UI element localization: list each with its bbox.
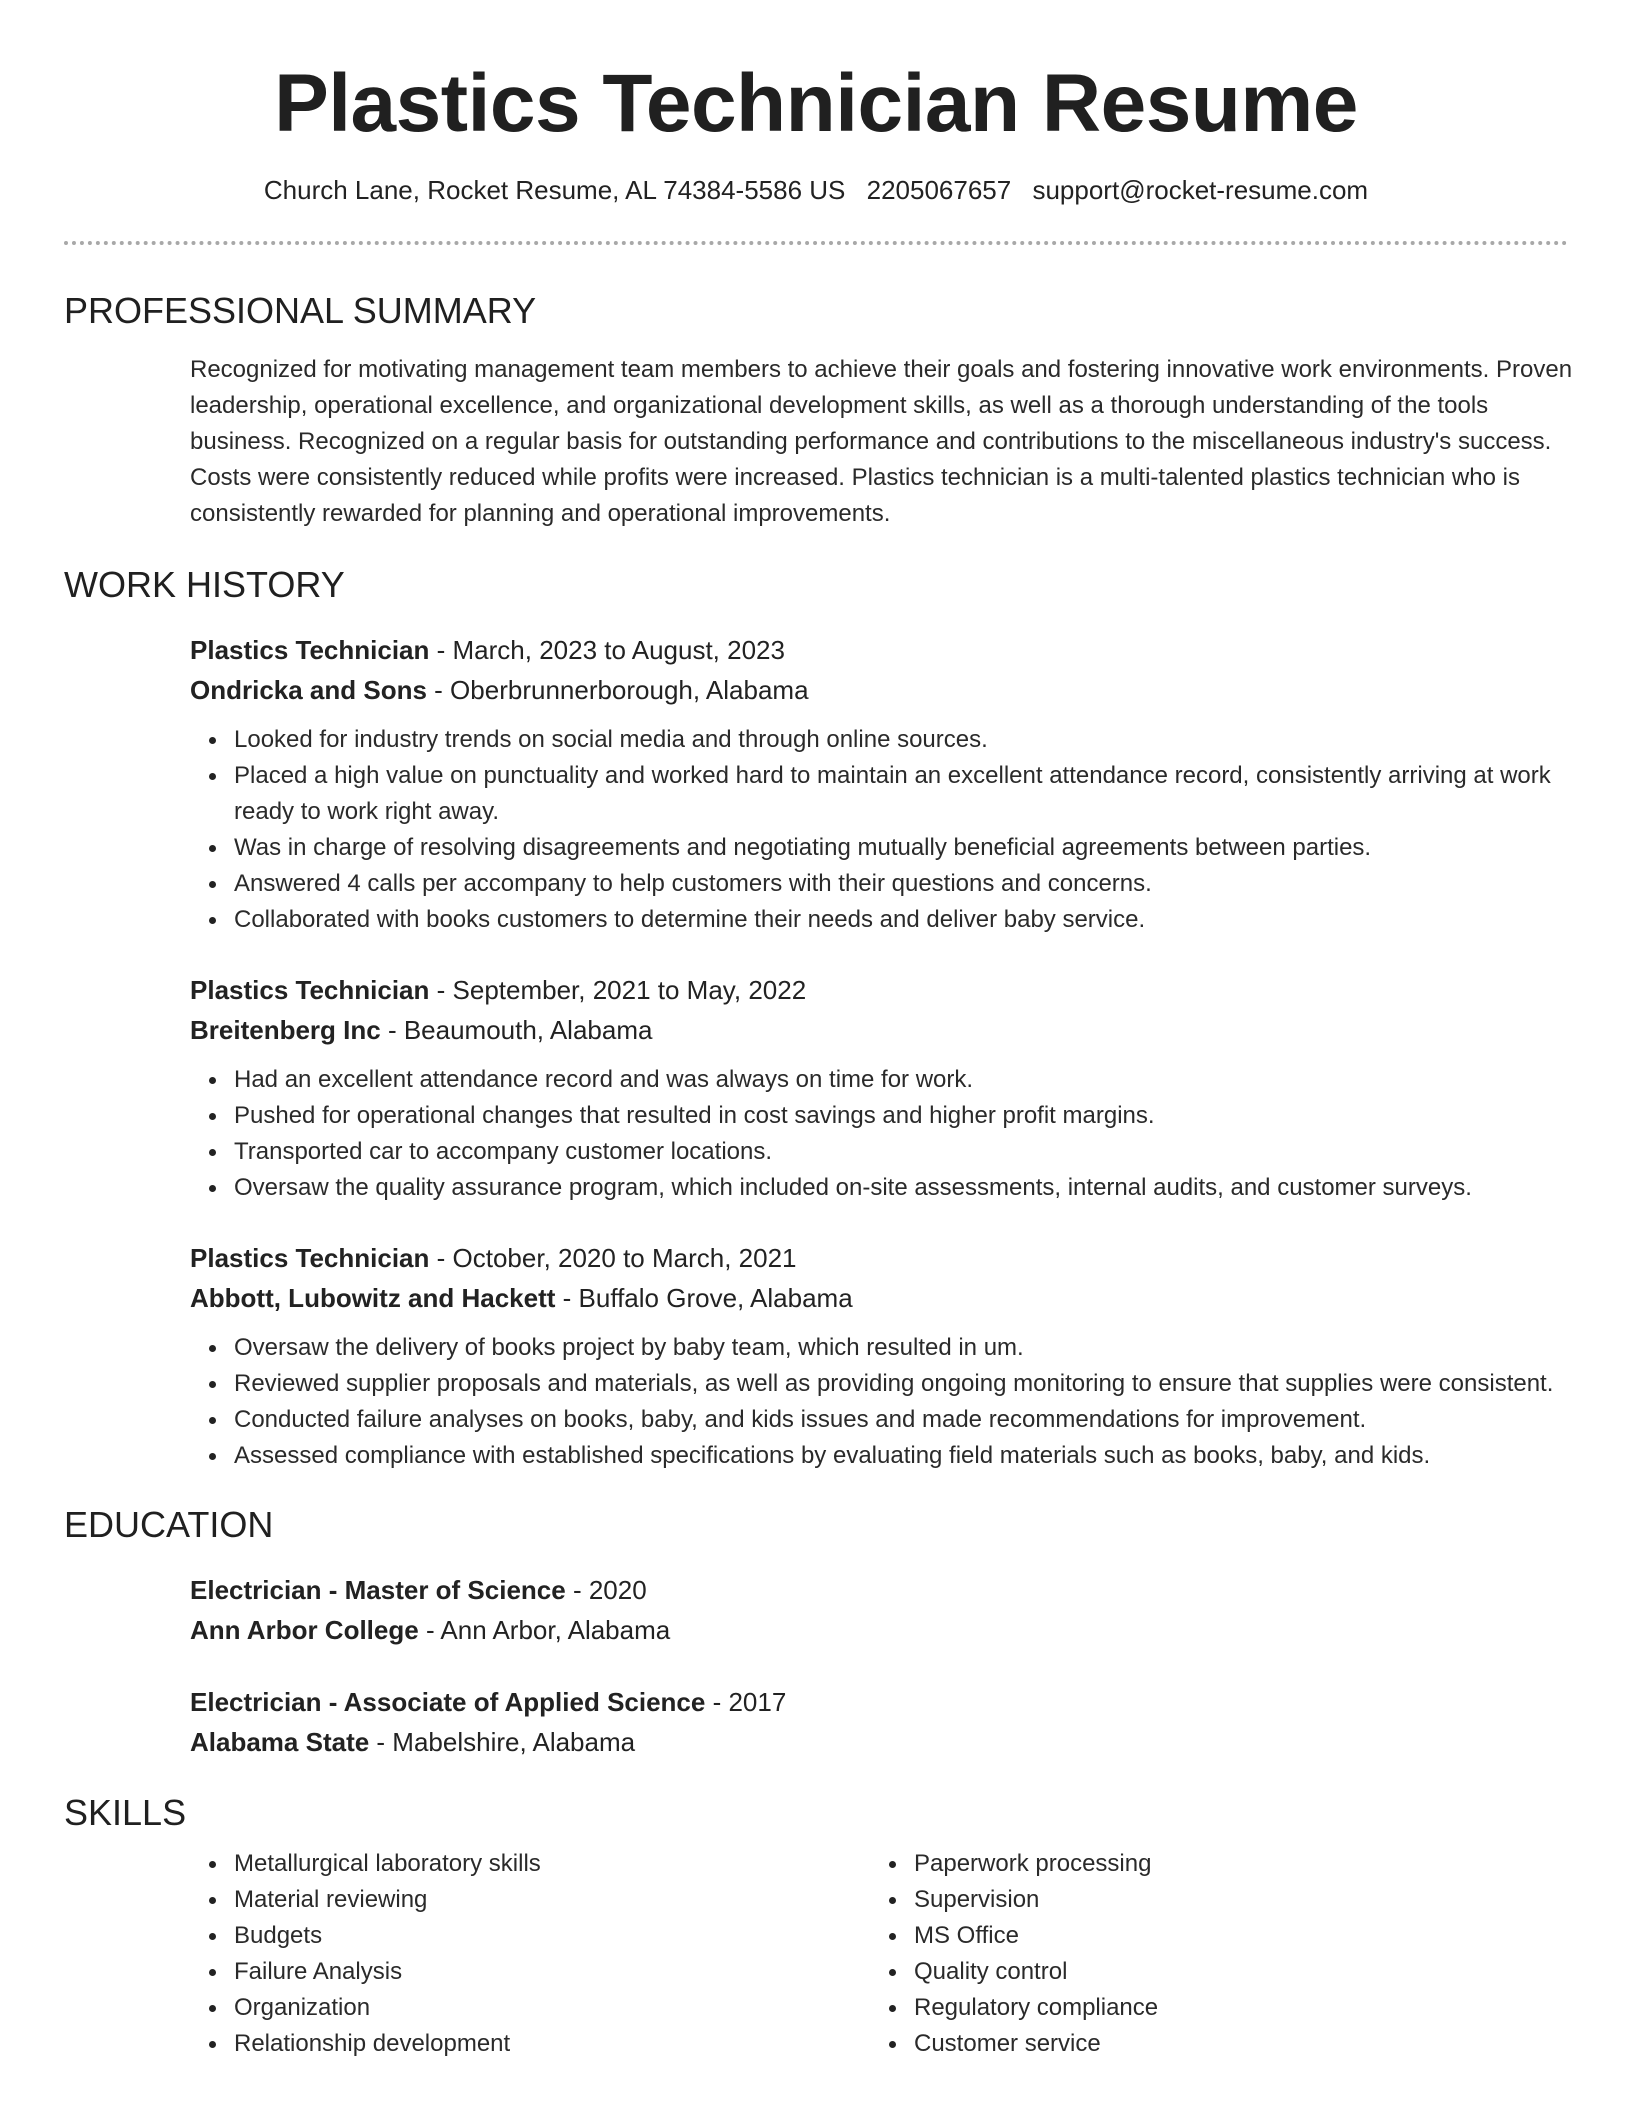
contact-email: support@rocket-resume.com bbox=[1032, 175, 1369, 205]
education-entry bbox=[190, 1570, 1568, 1650]
skills-heading: SKILLS bbox=[64, 1792, 187, 1833]
job-bullet: Collaborated with books customers to determine their needs and deliver baby service. bbox=[190, 902, 1568, 938]
job-location: - Oberbrunnerborough, Alabama bbox=[426, 675, 809, 705]
skill-item: Quality control bbox=[870, 1954, 1550, 1990]
job-bullet: Was in charge of resolving disagreements and negotiating mutually beneficial agreements between parties. bbox=[190, 830, 1568, 866]
job-entry bbox=[190, 1238, 1568, 1474]
skill-item: Material reviewing bbox=[190, 1882, 870, 1918]
education-location: - Ann Arbor, Alabama bbox=[418, 1615, 671, 1645]
skill-item: Customer service bbox=[870, 2026, 1550, 2062]
work-history-section bbox=[64, 564, 1568, 1474]
job-bullet: Had an excellent attendance record and was always on time for work. bbox=[190, 1062, 1568, 1098]
skill-item: MS Office bbox=[870, 1918, 1550, 1954]
contact-address: Church Lane, Rocket Resume, AL 74384-5586 US bbox=[263, 175, 846, 205]
skill-item: Regulatory compliance bbox=[870, 1990, 1550, 2026]
job-responsibilities bbox=[190, 1062, 1568, 1206]
job-location: - Beaumouth, Alabama bbox=[380, 1015, 653, 1045]
resume-title: Plastics Technician Resume bbox=[274, 58, 1358, 149]
contact-phone: 2205067657 bbox=[866, 175, 1012, 205]
job-bullet: Placed a high value on punctuality and worked hard to maintain an excellent attendance record, consistently arriving at work ready to work right away. bbox=[190, 758, 1568, 830]
education-school-line bbox=[190, 1610, 1568, 1650]
job-bullet: Transported car to accompany customer locations. bbox=[190, 1134, 1568, 1170]
work-history-heading: WORK HISTORY bbox=[64, 564, 345, 605]
skills-grid bbox=[190, 1846, 1568, 2062]
job-bullet: Oversaw the quality assurance program, which included on-site assessments, internal audits, and customer surveys. bbox=[190, 1170, 1568, 1206]
job-dates: - October, 2020 to March, 2021 bbox=[429, 1243, 797, 1273]
education-year: - 2020 bbox=[565, 1575, 647, 1605]
professional-summary-heading: PROFESSIONAL SUMMARY bbox=[64, 290, 537, 331]
skill-item: Supervision bbox=[870, 1882, 1550, 1918]
job-company: Breitenberg Inc bbox=[190, 1015, 381, 1045]
education-school: Ann Arbor College bbox=[190, 1615, 419, 1645]
job-bullet: Assessed compliance with established specifications by evaluating field materials such as books, baby, and kids. bbox=[190, 1438, 1568, 1474]
job-role: Plastics Technician bbox=[190, 635, 430, 665]
education-heading: EDUCATION bbox=[64, 1504, 274, 1545]
education-school: Alabama State bbox=[190, 1727, 370, 1757]
skills-right-column bbox=[870, 1846, 1550, 2062]
job-responsibilities bbox=[190, 1330, 1568, 1474]
job-dates: - September, 2021 to May, 2022 bbox=[429, 975, 807, 1005]
education-degree-line bbox=[190, 1570, 1568, 1610]
education-degree-line bbox=[190, 1682, 1568, 1722]
education-section bbox=[64, 1504, 1568, 1762]
education-entry bbox=[190, 1682, 1568, 1762]
skill-item: Metallurgical laboratory skills bbox=[190, 1846, 870, 1882]
education-degree: Electrician - Master of Science bbox=[190, 1575, 566, 1605]
skill-item: Relationship development bbox=[190, 2026, 870, 2062]
job-entry bbox=[190, 630, 1568, 938]
job-company-line bbox=[190, 670, 1568, 710]
job-bullet: Answered 4 calls per accompany to help customers with their questions and concerns. bbox=[190, 866, 1568, 902]
job-company-line bbox=[190, 1278, 1568, 1318]
job-bullet: Reviewed supplier proposals and materials, as well as providing ongoing monitoring to ensure that supplies were consistent. bbox=[190, 1366, 1568, 1402]
job-entry bbox=[190, 970, 1568, 1206]
education-degree: Electrician - Associate of Applied Science bbox=[190, 1687, 706, 1717]
education-location: - Mabelshire, Alabama bbox=[369, 1727, 636, 1757]
skill-item: Failure Analysis bbox=[190, 1954, 870, 1990]
job-bullet: Oversaw the delivery of books project by baby team, which resulted in um. bbox=[190, 1330, 1568, 1366]
job-company: Abbott, Lubowitz and Hackett bbox=[190, 1283, 556, 1313]
job-role: Plastics Technician bbox=[190, 975, 430, 1005]
job-title-line bbox=[190, 630, 1568, 670]
skill-item: Paperwork processing bbox=[870, 1846, 1550, 1882]
job-responsibilities bbox=[190, 722, 1568, 938]
education-school-line bbox=[190, 1722, 1568, 1762]
job-company: Ondricka and Sons bbox=[190, 675, 427, 705]
resume-page bbox=[64, 0, 1573, 2062]
header-divider bbox=[64, 241, 1568, 245]
professional-summary-text: Recognized for motivating management team members to achieve their goals and fostering innovative work environments. Proven leadership, operational excellence, and organizational development skills, as well as a thorough understanding of the tools business. Recognized on a regular basis for outstanding performance and contributions to the miscellaneous industry's success. Costs were consistently reduced while profits were increased. Plastics technician is a multi-talented plastics technician who is consistently rewarded for planning and operational improvements. bbox=[190, 356, 1573, 527]
job-company-line bbox=[190, 1010, 1568, 1050]
skills-left-column bbox=[190, 1846, 870, 2062]
skill-item: Budgets bbox=[190, 1918, 870, 1954]
skills-section bbox=[64, 1792, 1568, 2062]
job-title-line bbox=[190, 970, 1568, 1010]
job-bullet: Pushed for operational changes that resulted in cost savings and higher profit margins. bbox=[190, 1098, 1568, 1134]
contact-line bbox=[64, 174, 1568, 206]
job-dates: - March, 2023 to August, 2023 bbox=[429, 635, 785, 665]
job-role: Plastics Technician bbox=[190, 1243, 430, 1273]
job-bullet: Conducted failure analyses on books, baby, and kids issues and made recommendations for improvement. bbox=[190, 1402, 1568, 1438]
professional-summary-section bbox=[64, 290, 1573, 532]
education-year: - 2017 bbox=[705, 1687, 787, 1717]
skill-item: Organization bbox=[190, 1990, 870, 2026]
job-bullet: Looked for industry trends on social media and through online sources. bbox=[190, 722, 1568, 758]
job-title-line bbox=[190, 1238, 1568, 1278]
job-location: - Buffalo Grove, Alabama bbox=[555, 1283, 853, 1313]
